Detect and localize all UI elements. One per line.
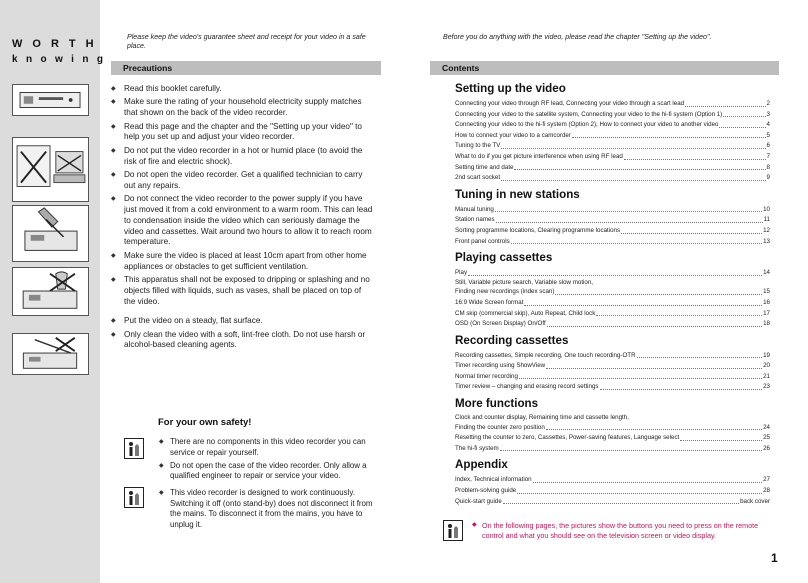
brand-title: WORTH: [12, 38, 104, 50]
toc-entry[interactable]: Station names 11: [455, 216, 770, 224]
toc-section: [455, 251, 770, 330]
toc-entry[interactable]: Front panel controls 13: [455, 237, 770, 245]
toc-section: [455, 82, 770, 184]
toc-section-title: Appendix: [455, 458, 508, 472]
toc-section: [455, 458, 770, 507]
toc-entry[interactable]: Quick-start guide back cover: [455, 497, 770, 505]
list-item: ◆ Read this page and the chapter and the "Setting up your video" to help you set up and adjust your video recorder.: [111, 122, 374, 144]
info-hand-icon: [443, 520, 463, 541]
list-item: ◆ Read this booklet carefully.: [111, 84, 374, 95]
list-item: ◆ Do not connect the video recorder to the power supply if you have just moved it from a cold environment to a warm room. This can lead to condensation inside the video which can seriously damage the video and cassettes. Wait around two hours to allow it to reach room temperature.: [111, 194, 374, 248]
toc-entry[interactable]: OSD (On Screen Display) On/Off 18: [455, 320, 770, 328]
vcr-illustration: [12, 84, 89, 116]
no-liquids-illustration: [12, 267, 89, 316]
safety-list-b: [159, 488, 374, 533]
toc-entry[interactable]: How to connect your video to a camcorder 5: [455, 131, 770, 139]
toc-entry[interactable]: Play 14: [455, 269, 770, 277]
toc-entry[interactable]: Timer recording using ShowView 20: [455, 362, 770, 370]
toc-entry[interactable]: CM skip (commercial skip), Auto Repeat, Child lock 17: [455, 309, 770, 317]
toc-section-title: Playing cassettes: [455, 251, 553, 265]
safety-heading: For your own safety!: [158, 417, 252, 428]
list-item: ◆ This video recorder is designed to work continuously. Switching it off (onto stand-by) does not disconnect it from the mains. To disconnect it from the mains, you have to unplug it.: [159, 488, 374, 530]
toc-section-title: Setting up the video: [455, 82, 566, 95]
safety-list-a: [159, 437, 374, 484]
toc-section-title: Recording cassettes: [455, 333, 569, 347]
toc-entry-lead: Clock and counter display, Remaining time and cassette length,: [455, 414, 629, 422]
toc-entry[interactable]: Normal timer recording 21: [455, 372, 770, 380]
toc-entry[interactable]: The hi-fi system 26: [455, 444, 770, 452]
list-item: ◆ Do not open the video recorder. Get a qualified technician to carry out any repairs.: [111, 170, 374, 192]
toc-entry[interactable]: Timer review – changing and erasing record settings 23: [455, 383, 770, 391]
toc-entry[interactable]: 16:9 Wide Screen format 16: [455, 298, 770, 306]
pictures-note: ◆ On the following pages, the pictures show the buttons you need to press on the remote control and what you should see on the television screen or video display.: [472, 521, 772, 540]
list-item: ◆ Only clean the video with a soft, lint-free cloth. Do not use harsh or alcohol-based cleaning agents.: [111, 330, 374, 352]
list-item: ◆ Do not put the video recorder in a hot or humid place (to avoid the risk of fire and electric shock).: [111, 146, 374, 168]
toc-entry-lead: Still, Variable picture search, Variable slow motion,: [455, 278, 594, 286]
toc-entry[interactable]: Resetting the counter to zero, Cassettes, Power-saving features, Language select 25: [455, 434, 770, 442]
right-intro-note: Before you do anything with the video, please read the chapter "Setting up the video".: [443, 33, 712, 41]
toc-section: [455, 334, 770, 393]
list-item: ◆ Make sure the video is placed at least 10cm apart from other home appliances or obstacles to get sufficient ventilation.: [111, 251, 374, 273]
toc-entry[interactable]: Recording cassettes, Simple recording, One touch recording-OTR 19: [455, 351, 770, 359]
table-of-contents: [455, 82, 770, 511]
toc-entry[interactable]: 2nd scart socket 9: [455, 174, 770, 182]
contents-heading: Contents: [430, 61, 779, 75]
precautions-heading: Precautions: [111, 61, 381, 75]
info-hand-icon: [124, 438, 144, 459]
toc-entry[interactable]: Finding the counter zero position 24: [455, 423, 770, 431]
toc-entry[interactable]: What to do if you get picture interference when using RF lead 7: [455, 152, 770, 160]
toc-section-title: Tuning in new stations: [455, 187, 580, 201]
info-hand-icon: [124, 487, 144, 508]
left-intro-note: Please keep the video's guarantee sheet and receipt for your video in a safe place.: [127, 33, 366, 50]
toc-entry[interactable]: Tuning to the TV 6: [455, 142, 770, 150]
list-item: ◆ Put the video on a steady, flat surface.: [111, 316, 374, 327]
toc-entry[interactable]: Connecting your video to the hi-fi system (Option 2), How to connect your video to another video 4: [455, 121, 770, 129]
toc-section: [455, 188, 770, 247]
toc-entry[interactable]: Connecting your video through RF lead, Connecting your video through a scart lead 2: [455, 100, 770, 107]
no-heat-humidity-illustration: [12, 137, 89, 202]
no-opening-illustration: [12, 205, 89, 262]
toc-entry[interactable]: Problem-solving guide 28: [455, 487, 770, 495]
list-item: ◆ Make sure the rating of your household electricity supply matches that shown on the back of the video recorder.: [111, 97, 374, 119]
toc-entry[interactable]: Index, Technical information 27: [455, 476, 770, 484]
page-number: 1: [771, 551, 778, 565]
no-stacking-illustration: [12, 333, 89, 375]
toc-section-title: More functions: [455, 397, 539, 411]
toc-entry[interactable]: Setting time and date 8: [455, 163, 770, 171]
list-item: ◆ Do not open the case of the video recorder. Only allow a qualified engineer to repair or service your video.: [159, 461, 374, 482]
toc-entry[interactable]: Manual tuning 10: [455, 205, 770, 213]
toc-entry[interactable]: Sorting programme locations, Clearing programme locations 12: [455, 226, 770, 234]
brand-subtitle: knowing: [12, 54, 112, 65]
toc-section: [455, 397, 770, 454]
toc-entry[interactable]: Finding new recordings (index scan) 15: [455, 288, 770, 296]
precautions-list: [111, 84, 374, 354]
list-item: ◆ There are no components in this video recorder you can service or repair yourself.: [159, 437, 374, 458]
list-item: ◆ This apparatus shall not be exposed to dripping or splashing and no objects filled with liquids, such as vases, shall be placed on top of the video.: [111, 275, 374, 307]
toc-entry[interactable]: Connecting your video to the satellite system, Connecting your video to the hi-fi system (Option 1) 3: [455, 110, 770, 118]
